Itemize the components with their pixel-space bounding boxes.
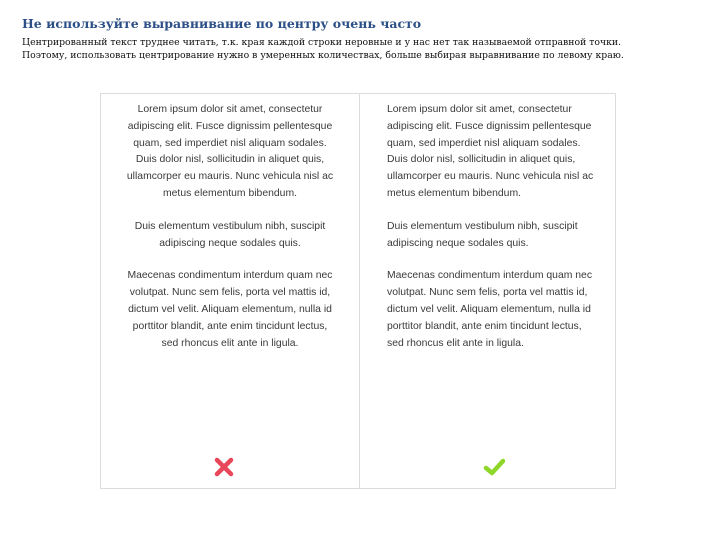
text-line: Maecenas condimentum interdum quam nec bbox=[127, 270, 333, 282]
text-line: ullamcorper eu mauris. Nunc vehicula nisl ac bbox=[126, 171, 334, 183]
paragraph bbox=[110, 219, 350, 253]
checkmark-icon bbox=[483, 456, 505, 478]
paragraph bbox=[387, 219, 627, 253]
text-line: porttitor blandit, ante enim tincidunt lectus, bbox=[387, 320, 582, 332]
text-line: volutpat. Nunc sem felis, porta vel mattis id, bbox=[129, 287, 331, 299]
text-line: quam, sed imperdiet nisl aliquam sodales. bbox=[387, 137, 581, 149]
page-title: Не используйте выравнивание по центру очень часто bbox=[22, 16, 422, 31]
paragraph bbox=[387, 268, 627, 352]
text-line: Lorem ipsum dolor sit amet, consectetur bbox=[387, 104, 572, 115]
text-line: metus elementum bibendum. bbox=[387, 187, 521, 199]
cross-icon bbox=[213, 456, 235, 478]
text-line: dictum vel velit. Aliquam elementum, nulla id bbox=[387, 303, 591, 315]
text-line: Lorem ipsum dolor sit amet, consectetur bbox=[137, 104, 323, 115]
text-line: dictum vel velit. Aliquam elementum, nulla id bbox=[128, 303, 332, 315]
text-line: sed rhoncus elit ante in ligula. bbox=[161, 337, 299, 349]
text-line: adipiscing neque sodales quis. bbox=[159, 237, 301, 249]
text-line: adipiscing elit. Fusce dignissim pellentesque bbox=[127, 120, 333, 132]
intro-line: Центрированный текст труднее читать, т.к. края каждой строки неровные и у нас нет так называемой отправной точки. bbox=[22, 37, 622, 48]
column-divider bbox=[359, 94, 360, 488]
text-line: metus elementum bibendum. bbox=[163, 187, 297, 199]
text-line: Duis dolor nisl, sollicitudin in aliquet quis, bbox=[135, 154, 325, 166]
text-line: ullamcorper eu mauris. Nunc vehicula nisl ac bbox=[387, 171, 594, 183]
centered-text-column bbox=[110, 102, 350, 368]
text-line: porttitor blandit, ante enim tincidunt lectus, bbox=[132, 320, 328, 332]
text-line: Maecenas condimentum interdum quam nec bbox=[387, 270, 593, 282]
text-line: adipiscing neque sodales quis. bbox=[387, 237, 529, 249]
left-aligned-text-column bbox=[387, 102, 627, 368]
paragraph bbox=[110, 268, 350, 352]
comparison-frame bbox=[100, 93, 616, 489]
intro-line: Поэтому, использовать центрирование нужно в умеренных количествах, больше выбирая выравнивание по левому краю. bbox=[22, 50, 624, 61]
text-line: Duis elementum vestibulum nibh, suscipit bbox=[134, 220, 326, 232]
text-line: sed rhoncus elit ante in ligula. bbox=[387, 337, 524, 349]
paragraph bbox=[110, 102, 350, 203]
intro-text bbox=[22, 36, 712, 62]
paragraph bbox=[387, 102, 627, 203]
text-line: volutpat. Nunc sem felis, porta vel mattis id, bbox=[387, 287, 588, 299]
text-line: Duis dolor nisl, sollicitudin in aliquet quis, bbox=[387, 154, 576, 166]
text-line: adipiscing elit. Fusce dignissim pellentesque bbox=[387, 120, 592, 132]
text-line: quam, sed imperdiet nisl aliquam sodales. bbox=[133, 137, 327, 149]
text-line: Duis elementum vestibulum nibh, suscipit bbox=[387, 220, 578, 232]
